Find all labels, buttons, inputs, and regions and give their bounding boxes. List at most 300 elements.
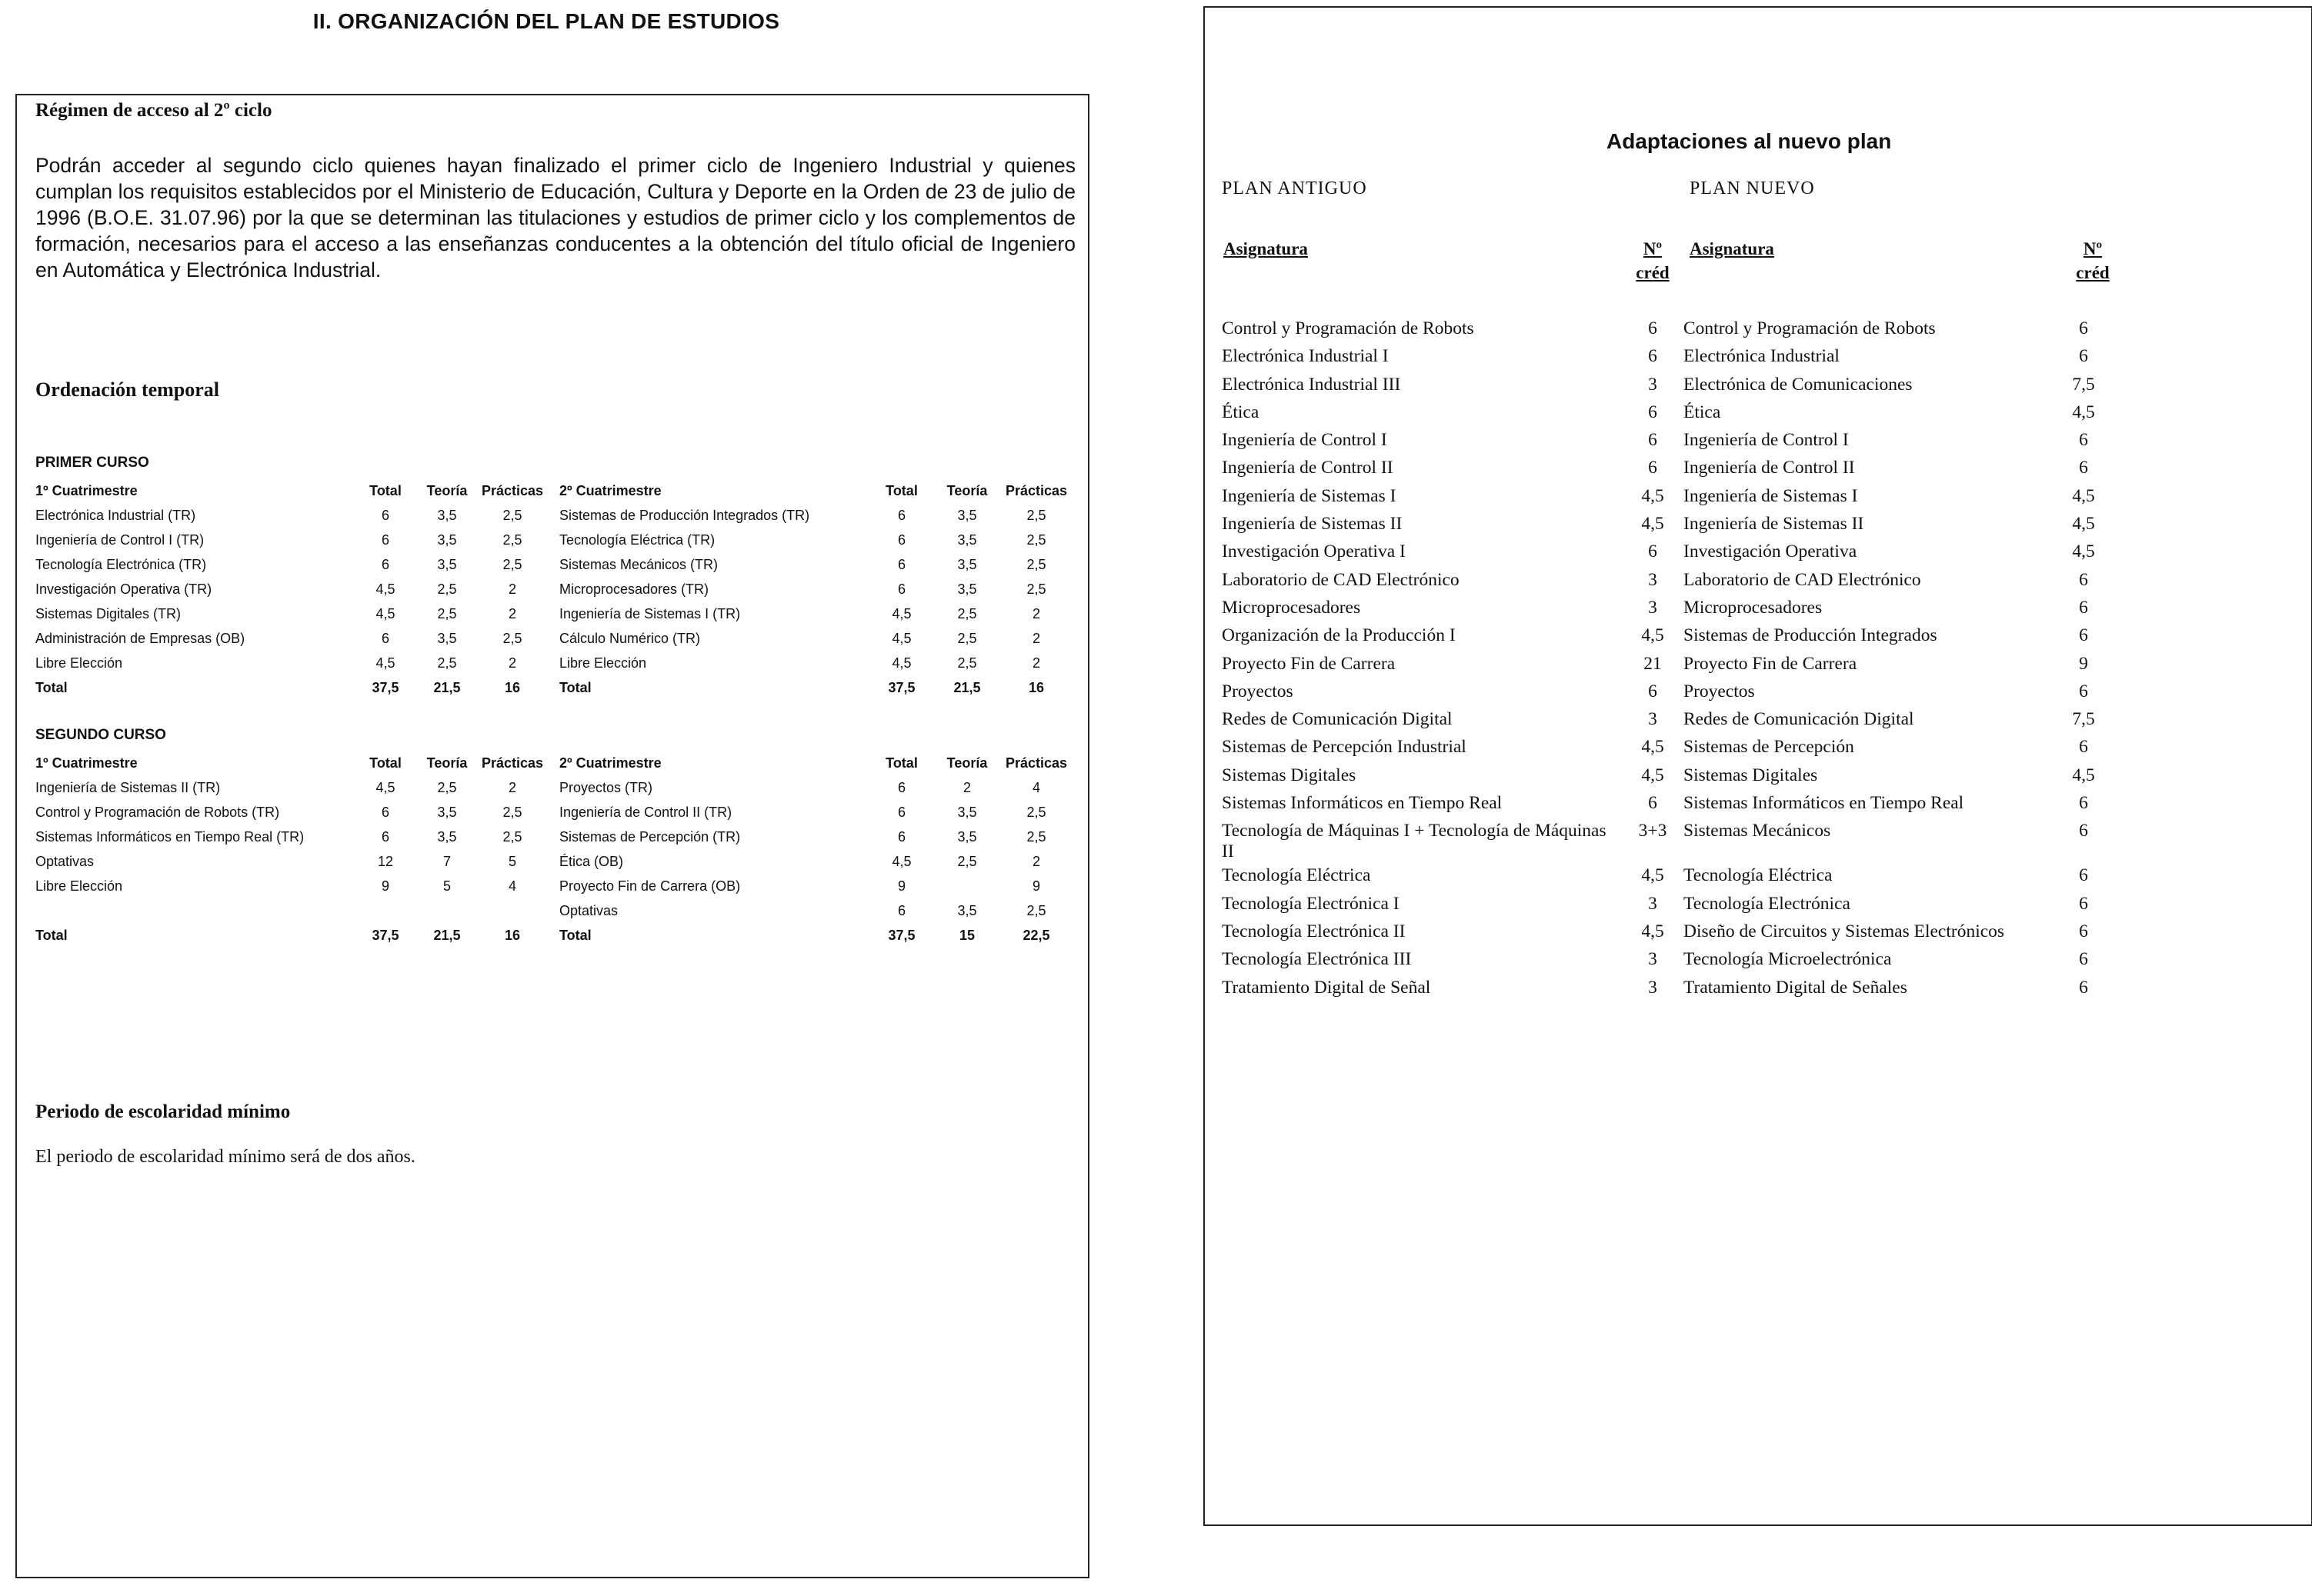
table-row xyxy=(559,849,1075,874)
credits-cell: 2 xyxy=(508,581,516,597)
new-subject-cell: Laboratorio de CAD Electrónico xyxy=(1683,569,1921,590)
new-credits-header-line1: Nº xyxy=(2083,239,2103,258)
subject-cell: Investigación Operativa (TR) xyxy=(35,581,212,597)
old-credits-cell: 4,5 xyxy=(1641,865,1664,886)
old-credits-cell: 3+3 xyxy=(1638,821,1667,841)
credits-cell: 3,5 xyxy=(437,556,457,572)
new-credits-cell: 7,5 xyxy=(2072,374,2095,395)
cuatrimestre-header: 1º Cuatrimestre xyxy=(35,482,138,498)
old-subject-cell: Sistemas Digitales xyxy=(1222,765,1356,785)
credits-cell: 2,5 xyxy=(1026,531,1046,548)
old-credits-cell: 4,5 xyxy=(1641,625,1664,646)
credits-cell: 2 xyxy=(1032,605,1040,621)
adaptation-row xyxy=(1222,399,2114,427)
credits-cell: 2,5 xyxy=(502,556,522,572)
period-heading: Periodo de escolaridad mínimo xyxy=(35,1101,291,1122)
new-credits-cell: 4,5 xyxy=(2072,401,2095,422)
credits-cell: 3,5 xyxy=(957,531,977,548)
credits-cell: 9 xyxy=(1032,878,1040,894)
subject-cell: Cálculo Numérico (TR) xyxy=(559,630,701,646)
plan-nuevo-label: PLAN NUEVO xyxy=(1690,178,1815,198)
old-credits-cell: 3 xyxy=(1648,597,1657,618)
old-subject-cell: Laboratorio de CAD Electrónico xyxy=(1222,569,1460,590)
credits-cell: 6 xyxy=(381,531,389,548)
credits-cell: 2,5 xyxy=(1026,902,1046,918)
credits-cell: 3,5 xyxy=(437,531,457,548)
table-row xyxy=(35,800,551,825)
credits-cell: 3,5 xyxy=(437,828,457,845)
credits-cell: 2,5 xyxy=(1026,556,1046,572)
old-credits-cell: 4,5 xyxy=(1641,485,1664,506)
new-credits-cell: 6 xyxy=(2079,921,2088,941)
new-credits-cell: 6 xyxy=(2079,821,2088,841)
new-subject-cell: Microprocesadores xyxy=(1683,597,1823,618)
adaptation-row xyxy=(1222,538,2114,566)
table-row xyxy=(35,552,551,577)
old-credits-cell: 3 xyxy=(1648,709,1657,730)
total-label: Total xyxy=(35,679,68,695)
adaptations-table xyxy=(1222,315,2114,1002)
column-header-practicas: Prácticas xyxy=(481,482,544,498)
new-subject-cell: Proyectos xyxy=(1683,681,1755,701)
adaptation-row xyxy=(1222,343,2114,371)
table-row xyxy=(559,626,1075,651)
old-credits-header-line2: créd xyxy=(1636,263,1670,282)
total-row xyxy=(35,675,551,700)
new-credits-header-line2: créd xyxy=(2076,263,2110,282)
credits-cell: 2,5 xyxy=(437,605,457,621)
old-credits-cell: 3 xyxy=(1648,949,1657,970)
new-subject-cell: Sistemas Informáticos en Tiempo Real xyxy=(1683,793,1964,814)
old-credits-cell: 6 xyxy=(1648,458,1657,478)
credits-cell: 4,5 xyxy=(892,605,912,621)
adaptation-row xyxy=(1222,918,2114,946)
credits-cell: 4,5 xyxy=(375,581,395,597)
old-subject-cell: Ingeniería de Control I xyxy=(1222,430,1387,451)
old-credits-cell: 6 xyxy=(1648,793,1657,814)
old-credits-cell: 6 xyxy=(1648,430,1657,451)
new-credits-cell: 4,5 xyxy=(2072,485,2095,506)
adaptation-row xyxy=(1222,483,2114,511)
new-subject-cell: Tecnología Electrónica xyxy=(1683,893,1850,914)
table-row xyxy=(559,528,1075,552)
credits-cell: 4,5 xyxy=(375,605,395,621)
credits-cell: 6 xyxy=(897,507,906,523)
old-credits-header xyxy=(1622,237,1683,285)
credits-cell: 6 xyxy=(897,804,906,820)
new-subject-cell: Tecnología Microelectrónica xyxy=(1683,949,1892,970)
subject-cell: Ética (OB) xyxy=(559,853,624,869)
credits-cell: 3,5 xyxy=(437,630,457,646)
table-row xyxy=(35,874,551,898)
old-credits-cell: 6 xyxy=(1648,318,1657,338)
old-subject-cell: Tecnología Electrónica II xyxy=(1222,921,1406,941)
table-row xyxy=(559,577,1075,601)
credits-cell: 3,5 xyxy=(957,556,977,572)
total-value: 21,5 xyxy=(433,679,461,695)
subject-cell: Libre Elección xyxy=(35,878,123,894)
total-value: 22,5 xyxy=(1023,927,1050,943)
credits-cell: 6 xyxy=(897,531,906,548)
new-subject-cell: Ingeniería de Sistemas I xyxy=(1683,485,1858,506)
table-row xyxy=(559,503,1075,528)
credits-cell: 2,5 xyxy=(1026,828,1046,845)
column-header-practicas: Prácticas xyxy=(1005,482,1068,498)
credits-cell: 4,5 xyxy=(892,655,912,671)
new-subject-cell: Electrónica de Comunicaciones xyxy=(1683,374,1913,395)
credits-cell: 2,5 xyxy=(502,804,522,820)
new-subject-cell: Investigación Operativa xyxy=(1683,541,1857,562)
total-value: 37,5 xyxy=(888,927,916,943)
credits-cell: 3,5 xyxy=(957,902,977,918)
adaptation-row xyxy=(1222,891,2114,918)
table-row xyxy=(35,651,551,675)
table-row xyxy=(35,825,551,849)
new-subject-cell: Redes de Comunicación Digital xyxy=(1683,709,1914,730)
credits-cell: 2,5 xyxy=(502,507,522,523)
credits-cell: 3,5 xyxy=(957,828,977,845)
table-row xyxy=(559,825,1075,849)
new-credits-cell: 6 xyxy=(2079,681,2088,701)
new-credits-cell: 6 xyxy=(2079,430,2088,451)
new-credits-cell: 7,5 xyxy=(2072,709,2095,730)
column-header-teoria: Teoría xyxy=(426,482,468,498)
subject-cell: Administración de Empresas (OB) xyxy=(35,630,245,646)
new-credits-cell: 4,5 xyxy=(2072,541,2095,562)
table-row xyxy=(35,849,551,874)
table-row xyxy=(35,601,551,626)
adaptation-row xyxy=(1222,762,2114,790)
adaptation-row xyxy=(1222,706,2114,734)
credits-cell: 3,5 xyxy=(957,507,977,523)
new-credits-cell: 6 xyxy=(2079,458,2088,478)
old-credits-cell: 4,5 xyxy=(1641,514,1664,535)
subject-cell: Libre Elección xyxy=(559,655,647,671)
primer-curso-cuat2-table xyxy=(559,478,1075,700)
total-value: 37,5 xyxy=(372,679,399,695)
old-credits-cell: 6 xyxy=(1648,346,1657,367)
primer-curso-cuat1-table xyxy=(35,478,551,700)
credits-cell: 5 xyxy=(442,878,451,894)
new-subject-cell: Tratamiento Digital de Señales xyxy=(1683,977,1907,998)
credits-cell: 2,5 xyxy=(1026,581,1046,597)
table-row xyxy=(35,503,551,528)
column-header-total: Total xyxy=(886,482,918,498)
subject-cell: Ingeniería de Sistemas I (TR) xyxy=(559,605,741,621)
credits-cell: 2,5 xyxy=(1026,804,1046,820)
old-credits-cell: 4,5 xyxy=(1641,765,1664,785)
table-row xyxy=(35,577,551,601)
new-credits-cell: 6 xyxy=(2079,977,2088,998)
total-value: 15 xyxy=(959,927,976,943)
credits-cell: 2,5 xyxy=(502,531,522,548)
credits-cell: 2,5 xyxy=(502,828,522,845)
credits-cell: 4,5 xyxy=(375,779,395,795)
old-subject-cell: Tratamiento Digital de Señal xyxy=(1222,977,1431,998)
credits-cell: 2,5 xyxy=(437,655,457,671)
subject-cell: Tecnología Electrónica (TR) xyxy=(35,556,207,572)
new-credits-cell: 4,5 xyxy=(2072,765,2095,785)
old-credits-cell: 4,5 xyxy=(1641,921,1664,941)
total-row xyxy=(35,923,551,948)
old-credits-header-line1: Nº xyxy=(1643,239,1663,258)
new-subject-cell: Ética xyxy=(1683,401,1721,422)
adaptation-row xyxy=(1222,622,2114,650)
new-subject-cell: Sistemas de Producción Integrados xyxy=(1683,625,1937,646)
new-credits-header xyxy=(2062,237,2124,285)
credits-cell: 6 xyxy=(897,902,906,918)
new-subject-cell: Ingeniería de Sistemas II xyxy=(1683,514,1864,535)
table-row xyxy=(559,800,1075,825)
credits-cell: 3,5 xyxy=(437,804,457,820)
old-subject-cell: Control y Programación de Robots xyxy=(1222,318,1474,338)
adaptation-row xyxy=(1222,511,2114,538)
total-row xyxy=(559,675,1075,700)
adaptation-row xyxy=(1222,975,2114,1002)
credits-cell: 2,5 xyxy=(502,630,522,646)
subject-cell: Libre Elección xyxy=(35,655,123,671)
credits-cell: 6 xyxy=(897,581,906,597)
new-subject-cell: Sistemas Digitales xyxy=(1683,765,1818,785)
subject-cell xyxy=(35,898,351,923)
new-subject-cell: Tecnología Eléctrica xyxy=(1683,865,1833,886)
old-subject-cell: Tecnología Eléctrica xyxy=(1222,865,1371,886)
table-row xyxy=(559,552,1075,577)
old-credits-cell: 3 xyxy=(1648,977,1657,998)
new-credits-cell: 6 xyxy=(2079,949,2088,970)
total-row xyxy=(559,923,1075,948)
subject-cell: Proyecto Fin de Carrera (OB) xyxy=(559,878,741,894)
adaptation-row xyxy=(1222,734,2114,761)
new-credits-cell: 6 xyxy=(2079,625,2088,646)
credits-cell: 6 xyxy=(897,779,906,795)
segundo-curso-cuat1-table xyxy=(35,751,551,948)
credits-cell: 2 xyxy=(508,779,516,795)
total-label: Total xyxy=(559,679,592,695)
old-subject-cell: Redes de Comunicación Digital xyxy=(1222,709,1453,730)
old-credits-cell: 6 xyxy=(1648,681,1657,701)
credits-cell: 5 xyxy=(508,853,516,869)
credits-cell xyxy=(420,898,474,923)
access-paragraph: Podrán acceder al segundo ciclo quienes hayan finalizado el primer ciclo de Ingeniero Industrial y quienes cumplan los requisitos establecidos por el Ministerio de Educación, Cultura y Deporte en la Orden de 23 de julio de 1996 (B.O.E. 31.07.96) por la que se determinan las titulaciones y estudios de primer ciclo y los complementos de formación, necesarios para el acceso a las enseñanzas conducentes a la obtención del título oficial de Ingeniero en Automática y Electrónica Industrial. xyxy=(35,154,1076,282)
old-credits-cell: 4,5 xyxy=(1641,737,1664,758)
credits-cell: 2,5 xyxy=(437,581,457,597)
total-value: 21,5 xyxy=(953,679,981,695)
table-row xyxy=(559,874,1075,898)
column-header-teoria: Teoría xyxy=(946,755,988,771)
credits-cell: 2,5 xyxy=(957,630,977,646)
table-row xyxy=(559,651,1075,675)
adaptation-row xyxy=(1222,315,2114,343)
total-value: 37,5 xyxy=(888,679,916,695)
subject-cell: Sistemas de Producción Integrados (TR) xyxy=(559,507,810,523)
old-credits-cell: 6 xyxy=(1648,401,1657,422)
adaptation-row xyxy=(1222,946,2114,974)
old-asignatura-header: Asignatura xyxy=(1223,239,1308,258)
credits-cell: 9 xyxy=(381,878,389,894)
credits-cell: 6 xyxy=(381,507,389,523)
adaptation-row xyxy=(1222,678,2114,706)
subject-cell: Proyectos (TR) xyxy=(559,779,653,795)
old-subject-cell: Sistemas de Percepción Industrial xyxy=(1222,737,1466,758)
credits-cell: 2 xyxy=(508,605,516,621)
new-credits-cell: 4,5 xyxy=(2072,514,2095,535)
credits-cell: 4,5 xyxy=(375,655,395,671)
credits-cell: 2 xyxy=(1032,853,1040,869)
credits-cell: 3,5 xyxy=(957,804,977,820)
total-value: 16 xyxy=(504,927,521,943)
subject-cell: Optativas xyxy=(35,853,95,869)
credits-cell xyxy=(474,898,551,923)
credits-cell: 7 xyxy=(442,853,451,869)
old-subject-cell: Tecnología Electrónica III xyxy=(1222,949,1412,970)
old-subject-cell: Ingeniería de Sistemas I xyxy=(1222,485,1396,506)
adaptation-row xyxy=(1222,862,2114,890)
new-asignatura-header: Asignatura xyxy=(1690,239,1774,258)
credits-cell: 2 xyxy=(1032,630,1040,646)
credits-cell: 6 xyxy=(381,804,389,820)
credits-cell: 4 xyxy=(508,878,516,894)
access-heading: Régimen de acceso al 2º ciclo xyxy=(35,100,272,121)
old-credits-cell: 3 xyxy=(1648,893,1657,914)
old-subject-cell: Ética xyxy=(1222,401,1259,422)
table-row xyxy=(35,528,551,552)
table-row xyxy=(559,775,1075,800)
adaptation-row xyxy=(1222,790,2114,818)
new-credits-cell: 6 xyxy=(2079,793,2088,814)
segundo-curso-label: SEGUNDO CURSO xyxy=(35,727,166,743)
new-subject-cell: Diseño de Circuitos y Sistemas Electrónicos xyxy=(1683,921,2005,941)
subject-cell: Sistemas Informáticos en Tiempo Real (TR) xyxy=(35,828,305,845)
new-subject-cell: Ingeniería de Control I xyxy=(1683,430,1849,451)
adaptation-row xyxy=(1222,651,2114,678)
old-subject-cell: Electrónica Industrial III xyxy=(1222,374,1401,395)
table-row xyxy=(559,601,1075,626)
new-credits-cell: 6 xyxy=(2079,569,2088,590)
credits-cell: 4,5 xyxy=(892,853,912,869)
credits-cell: 6 xyxy=(381,630,389,646)
old-subject-cell: Electrónica Industrial I xyxy=(1222,346,1389,367)
new-credits-cell: 6 xyxy=(2079,346,2088,367)
adaptation-row xyxy=(1222,455,2114,482)
column-header-practicas: Prácticas xyxy=(1005,755,1068,771)
segundo-curso-cuat2-table xyxy=(559,751,1075,948)
cuatrimestre-header: 2º Cuatrimestre xyxy=(559,482,662,498)
credits-cell: 12 xyxy=(377,853,394,869)
primer-curso-label: PRIMER CURSO xyxy=(35,455,149,471)
credits-cell: 2 xyxy=(1032,655,1040,671)
plan-antiguo-label: PLAN ANTIGUO xyxy=(1222,178,1367,198)
column-header-teoria: Teoría xyxy=(946,482,988,498)
table-row xyxy=(35,626,551,651)
temporal-heading: Ordenación temporal xyxy=(35,378,220,401)
credits-cell: 6 xyxy=(897,556,906,572)
credits-cell: 2,5 xyxy=(1026,507,1046,523)
column-header-teoria: Teoría xyxy=(426,755,468,771)
column-header-total: Total xyxy=(369,482,402,498)
credits-cell xyxy=(351,898,420,923)
credits-cell: 2,5 xyxy=(957,853,977,869)
new-credits-cell: 6 xyxy=(2079,737,2088,758)
old-subject-cell: Ingeniería de Sistemas II xyxy=(1222,514,1403,535)
column-header-total: Total xyxy=(369,755,402,771)
old-subject-cell: Tecnología Electrónica I xyxy=(1222,893,1400,914)
total-value: 21,5 xyxy=(433,927,461,943)
adaptation-row xyxy=(1222,818,2114,862)
old-subject-cell: Organización de la Producción I xyxy=(1222,625,1456,646)
credits-cell: 3,5 xyxy=(957,581,977,597)
credits-cell: 4 xyxy=(1032,779,1040,795)
new-subject-cell: Control y Programación de Robots xyxy=(1683,318,1936,338)
total-label: Total xyxy=(559,927,592,943)
page-title: II. ORGANIZACIÓN DEL PLAN DE ESTUDIOS xyxy=(312,9,780,33)
credits-cell: 2,5 xyxy=(437,779,457,795)
new-credits-cell: 6 xyxy=(2079,597,2088,618)
old-credits-cell: 21 xyxy=(1643,653,1662,674)
subject-cell: Sistemas Mecánicos (TR) xyxy=(559,556,719,572)
subject-cell: Ingeniería de Control II (TR) xyxy=(559,804,732,820)
credits-cell xyxy=(936,874,998,898)
old-credits-cell: 3 xyxy=(1648,374,1657,395)
new-credits-cell: 6 xyxy=(2079,893,2088,914)
credits-cell: 2 xyxy=(962,779,971,795)
total-label: Total xyxy=(35,927,68,943)
subject-cell: Sistemas de Percepción (TR) xyxy=(559,828,741,845)
new-subject-cell: Electrónica Industrial xyxy=(1683,346,1840,367)
period-text: El periodo de escolaridad mínimo será de dos años. xyxy=(35,1147,415,1167)
new-subject-cell: Proyecto Fin de Carrera xyxy=(1683,653,1857,674)
credits-cell: 6 xyxy=(381,556,389,572)
old-subject-cell: Proyectos xyxy=(1222,681,1293,701)
old-subject-cell: Sistemas Informáticos en Tiempo Real xyxy=(1222,793,1503,814)
credits-cell: 3,5 xyxy=(437,507,457,523)
old-subject-cell: Ingeniería de Control II xyxy=(1222,458,1393,478)
column-header-practicas: Prácticas xyxy=(481,755,544,771)
old-subject-cell: Microprocesadores xyxy=(1222,597,1361,618)
cuatrimestre-header: 2º Cuatrimestre xyxy=(559,755,662,771)
credits-cell: 2,5 xyxy=(957,605,977,621)
new-subject-cell: Sistemas de Percepción xyxy=(1683,737,1854,758)
subject-cell: Optativas xyxy=(559,902,619,918)
table-row xyxy=(559,898,1075,923)
subject-cell: Electrónica Industrial (TR) xyxy=(35,507,196,523)
new-credits-cell: 6 xyxy=(2079,865,2088,886)
credits-cell: 6 xyxy=(381,828,389,845)
old-subject-cell: Tecnología de Máquinas I + Tecnología de Máquinas II xyxy=(1222,821,1606,862)
old-subject-cell: Proyecto Fin de Carrera xyxy=(1222,653,1396,674)
subject-cell: Tecnología Eléctrica (TR) xyxy=(559,531,716,548)
adaptation-row xyxy=(1222,595,2114,622)
total-value: 37,5 xyxy=(372,927,399,943)
credits-cell: 6 xyxy=(897,828,906,845)
adaptation-row xyxy=(1222,567,2114,595)
table-row xyxy=(35,775,551,800)
new-subject-cell: Sistemas Mecánicos xyxy=(1683,821,1831,841)
new-credits-cell: 9 xyxy=(2079,653,2088,674)
old-credits-cell: 3 xyxy=(1648,569,1657,590)
cuatrimestre-header: 1º Cuatrimestre xyxy=(35,755,138,771)
credits-cell: 9 xyxy=(897,878,906,894)
subject-cell: Sistemas Digitales (TR) xyxy=(35,605,182,621)
old-credits-cell: 6 xyxy=(1648,541,1657,562)
credits-cell: 4,5 xyxy=(892,630,912,646)
adaptation-row xyxy=(1222,427,2114,455)
adaptation-row xyxy=(1222,372,2114,399)
table-row xyxy=(35,898,551,923)
subject-cell: Ingeniería de Sistemas II (TR) xyxy=(35,779,221,795)
new-subject-cell: Ingeniería de Control II xyxy=(1683,458,1855,478)
total-value: 16 xyxy=(1028,679,1045,695)
